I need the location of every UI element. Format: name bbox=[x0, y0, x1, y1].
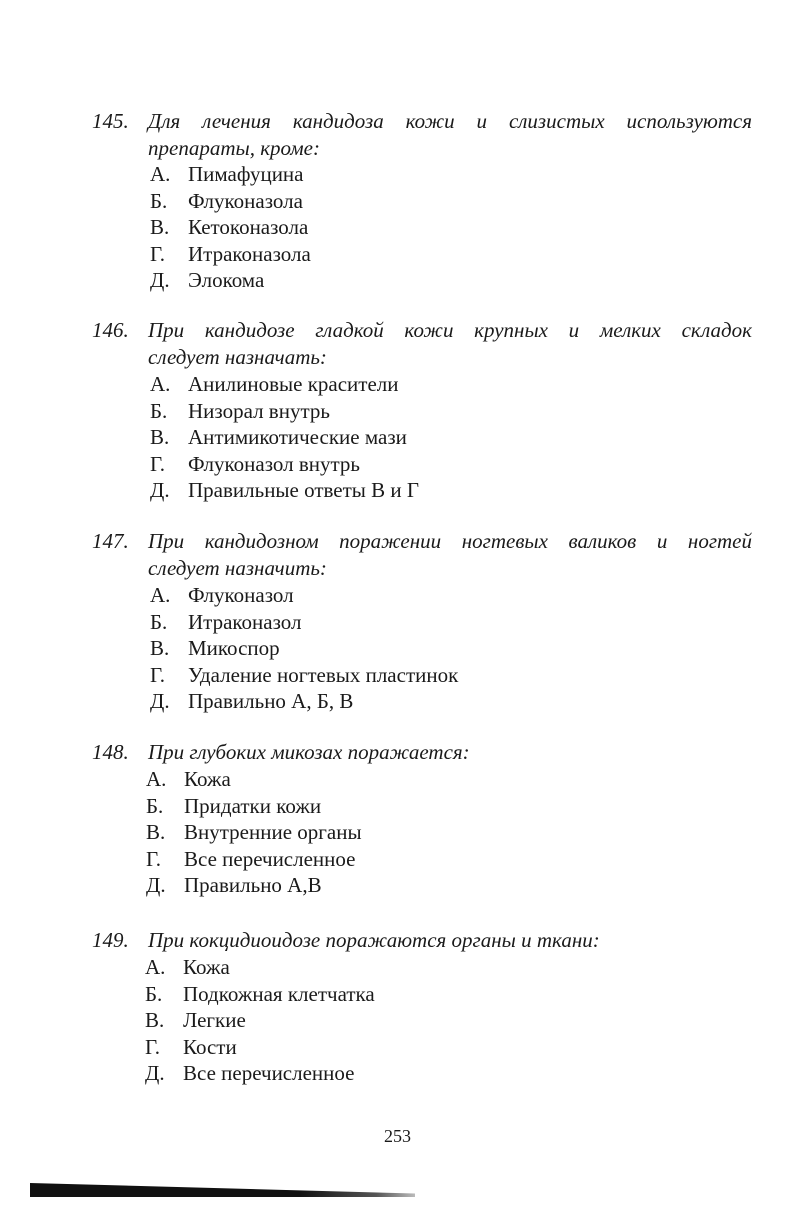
option-letter: Д. bbox=[150, 689, 170, 713]
question-text-line-1: Для лечения кандидоза кожи и слизистых используются bbox=[148, 109, 752, 133]
option-text: Кожа bbox=[184, 767, 231, 791]
option-text: Флуконазол bbox=[188, 583, 294, 607]
option-letter: А. bbox=[150, 372, 171, 396]
option-letter: А. bbox=[146, 767, 167, 791]
question-number: 149. bbox=[92, 928, 129, 952]
answer-option bbox=[146, 872, 752, 899]
question-number: 146. bbox=[92, 318, 129, 342]
option-letter: Г. bbox=[150, 662, 166, 687]
answer-option bbox=[146, 846, 752, 873]
option-text: Легкие bbox=[183, 1008, 246, 1032]
answer-option bbox=[150, 424, 752, 451]
option-text: Кости bbox=[183, 1034, 237, 1059]
answer-option bbox=[150, 161, 752, 188]
answer-option bbox=[150, 371, 752, 398]
question-148 bbox=[92, 739, 752, 899]
option-letter: Д. bbox=[145, 1061, 165, 1085]
answer-options bbox=[92, 161, 752, 294]
option-text: Микоспор bbox=[188, 636, 280, 660]
answer-option bbox=[146, 819, 752, 846]
answer-options bbox=[92, 766, 752, 899]
option-text: Анилиновые красители bbox=[188, 372, 399, 396]
answer-option bbox=[150, 188, 752, 215]
option-text: Все перечисленное bbox=[183, 1061, 355, 1085]
option-letter: Г. bbox=[146, 846, 162, 871]
question-text-line-1: При кандидозном поражении ногтевых валиков и ногтей bbox=[148, 529, 752, 553]
answer-option bbox=[145, 954, 752, 981]
option-letter: Д. bbox=[146, 873, 166, 897]
answer-option bbox=[150, 662, 752, 689]
question-heading bbox=[92, 317, 752, 344]
question-number: 145. bbox=[92, 109, 129, 133]
option-text: Удаление ногтевых пластинок bbox=[188, 662, 459, 687]
answer-option bbox=[145, 1034, 752, 1061]
answer-option bbox=[145, 1007, 752, 1034]
option-letter: Д. bbox=[150, 478, 170, 502]
option-text: Низорал внутрь bbox=[188, 398, 330, 423]
answer-option bbox=[150, 451, 752, 478]
question-heading bbox=[92, 927, 752, 954]
question-text-line-2: препараты, кроме: bbox=[148, 136, 320, 160]
answer-options bbox=[92, 954, 752, 1087]
question-147 bbox=[92, 528, 752, 715]
option-text: Флуконазола bbox=[188, 188, 303, 213]
scan-edge-shadow bbox=[30, 1183, 415, 1197]
answer-option bbox=[145, 981, 752, 1008]
answer-option bbox=[150, 582, 752, 609]
option-letter: В. bbox=[150, 636, 170, 660]
option-letter: Б. bbox=[150, 398, 168, 423]
question-number: 147. bbox=[92, 529, 129, 553]
option-letter: Б. bbox=[145, 981, 163, 1006]
option-letter: В. bbox=[145, 1008, 165, 1032]
option-text: Кожа bbox=[183, 955, 230, 979]
question-heading bbox=[92, 108, 752, 135]
answer-option bbox=[146, 793, 752, 820]
option-text: Внутренние органы bbox=[184, 820, 362, 844]
answer-option bbox=[146, 766, 752, 793]
question-text-line-2: следует назначить: bbox=[148, 556, 327, 580]
option-text: Антимикотические мази bbox=[188, 425, 407, 449]
option-letter: Б. bbox=[150, 188, 168, 213]
option-letter: Б. bbox=[146, 793, 164, 818]
option-letter: А. bbox=[145, 955, 166, 979]
question-text-line-1: При глубоких микозах поражается: bbox=[148, 740, 470, 764]
question-number: 148. bbox=[92, 740, 129, 764]
option-letter: Б. bbox=[150, 609, 168, 634]
answer-option bbox=[150, 609, 752, 636]
option-letter: В. bbox=[146, 820, 166, 844]
answer-options bbox=[92, 371, 752, 504]
option-letter: Г. bbox=[145, 1034, 161, 1059]
option-text: Правильно А, Б, В bbox=[188, 689, 354, 713]
answer-option bbox=[150, 267, 752, 294]
option-letter: А. bbox=[150, 583, 171, 607]
option-text: Пимафуцина bbox=[188, 162, 304, 186]
option-letter: А. bbox=[150, 162, 171, 186]
option-letter: Д. bbox=[150, 268, 170, 292]
question-145 bbox=[92, 108, 752, 294]
question-text-line-1: При кокцидиоидозе поражаются органы и ткани: bbox=[148, 928, 600, 952]
option-text: Все перечисленное bbox=[184, 846, 356, 871]
option-text: Флуконазол внутрь bbox=[188, 451, 361, 476]
question-149 bbox=[92, 927, 752, 1087]
option-text: Правильно А,В bbox=[184, 873, 322, 897]
answer-option bbox=[150, 688, 752, 715]
answer-option bbox=[150, 214, 752, 241]
option-text: Кетоконазола bbox=[188, 215, 309, 239]
option-text: Итраконазол bbox=[188, 609, 302, 634]
question-text-line-1: При кандидозе гладкой кожи крупных и мелких складок bbox=[148, 318, 752, 342]
answer-option bbox=[150, 635, 752, 662]
option-letter: Г. bbox=[150, 451, 166, 476]
question-text-line-2: следует назначать: bbox=[148, 345, 327, 369]
question-heading bbox=[92, 528, 752, 555]
answer-option bbox=[150, 398, 752, 425]
answer-option bbox=[150, 477, 752, 504]
page-number: 253 bbox=[384, 1126, 411, 1146]
option-text: Подкожная клетчатка bbox=[183, 981, 375, 1006]
question-146 bbox=[92, 317, 752, 504]
option-letter: В. bbox=[150, 215, 170, 239]
answer-option bbox=[145, 1060, 752, 1087]
option-letter: Г. bbox=[150, 241, 166, 266]
option-text: Придатки кожи bbox=[184, 793, 322, 818]
option-text: Элокома bbox=[188, 268, 265, 292]
option-text: Итраконазола bbox=[188, 241, 311, 266]
answer-options bbox=[92, 582, 752, 715]
question-heading bbox=[92, 739, 752, 766]
option-text: Правильные ответы В и Г bbox=[188, 478, 420, 502]
option-letter: В. bbox=[150, 425, 170, 449]
answer-option bbox=[150, 241, 752, 268]
